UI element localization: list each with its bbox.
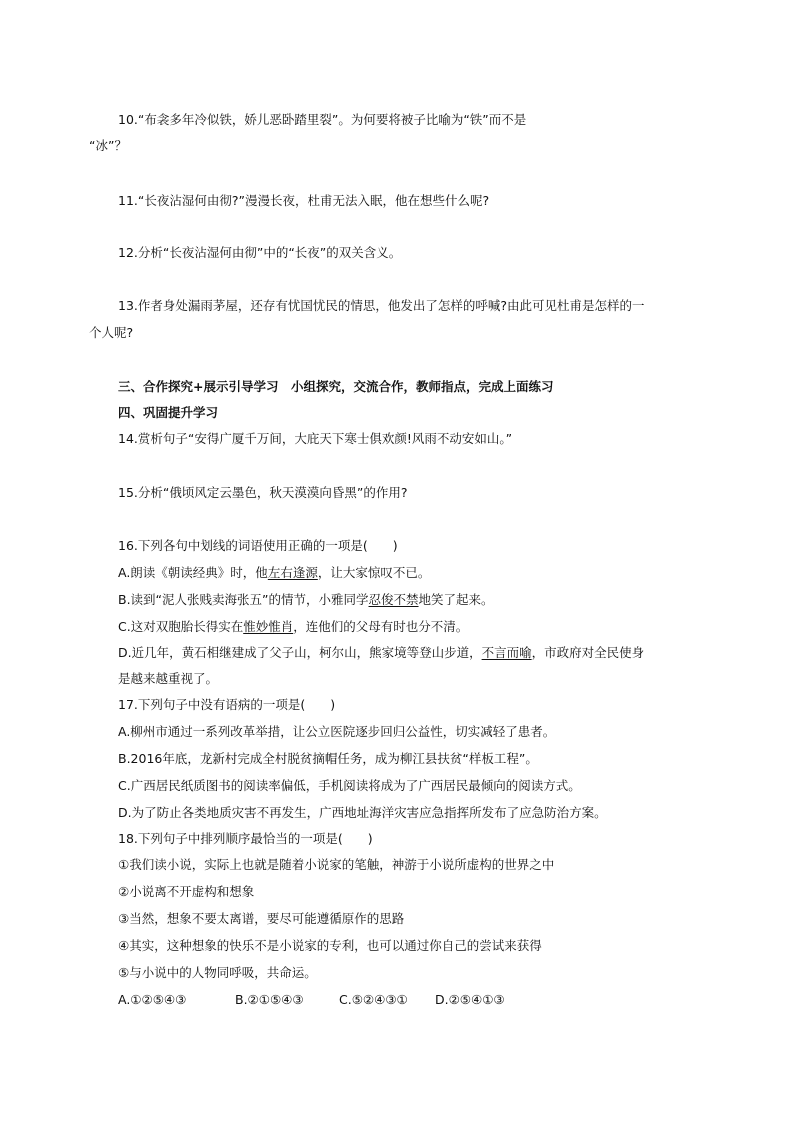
q12: 12.分析“长夜沾湿何由彻”中的“长夜”的双关含义。 <box>118 245 402 260</box>
q18-item-1: ①我们读小说，实际上也就是随着小说家的笔触，神游于小说所虚构的世界之中 <box>118 857 555 872</box>
q16-option-a: A.朗读《朝读经典》时，他左右逢源，让大家惊叹不已。 <box>118 565 431 580</box>
q16-option-b: B.读到“泥人张贱卖海张五”的情节，小雅同学忍俊不禁地笑了起来。 <box>118 592 494 607</box>
q14: 14.赏析句子“安得广厦千万间，大庇天下寒士俱欢颜!风雨不动安如山。” <box>118 431 513 446</box>
q16-option-d-line2: 是越来越重视了。 <box>118 671 219 686</box>
q17-stem: 17.下列句子中没有语病的一项是( ) <box>118 697 336 712</box>
q17-option-b: B.2016年底，龙新村完成全村脱贫摘帽任务，成为柳江县扶贫“样板工程”。 <box>118 751 538 766</box>
q18-item-5: ⑤与小说中的人物同呼吸，共命运。 <box>118 965 317 980</box>
q18-item-4: ④其实，这种想象的快乐不是小说家的专利，也可以通过你自己的尝试来获得 <box>118 938 542 953</box>
q16-stem: 16.下列各句中划线的词语使用正确的一项是( ) <box>118 538 398 553</box>
q16-option-d: D.近几年，黄石相继建成了父子山，柯尔山，熊家境等登山步道，不言而喻，市政府对全民使身 <box>118 645 645 660</box>
q18-option-c: C.⑤②④③① <box>339 992 408 1007</box>
section3-heading: 三、合作探究+展示引导学习 小组探究，交流合作，教师指点，完成上面练习 <box>118 379 554 394</box>
q18-option-a: A.①②⑤④③ <box>118 992 187 1007</box>
q18-options <box>118 992 505 1008</box>
q18-option-b: B.②①⑤④③ <box>235 992 304 1007</box>
section4-heading: 四、巩固提升学习 <box>118 405 219 420</box>
q18-option-d: D.②⑤④①③ <box>435 992 505 1007</box>
q10-line1: 10.“布衾多年冷似铁，娇儿恶卧踏里裂”。为何要将被子比喻为“铁”而不是 <box>118 112 527 127</box>
q18-item-3: ③当然，想象不要太离谱，要尽可能遵循原作的思路 <box>118 911 405 926</box>
q13-line2: 个人呢? <box>89 325 134 340</box>
q11: 11.“长夜沾湿何由彻?”漫漫长夜，杜甫无法入眠，他在想些什么呢? <box>118 193 490 208</box>
q17-option-c: C.广西居民纸质图书的阅读率偏低，手机阅读将成为了广西居民最倾向的阅读方式。 <box>118 778 581 793</box>
q15: 15.分析“俄顷风定云墨色，秋天漠漠向昏黑”的作用? <box>118 485 408 500</box>
q10-line2: “冰”？ <box>89 138 127 153</box>
q18-stem: 18.下列句子中排列顺序最恰当的一项是( ) <box>118 831 373 846</box>
q13-line1: 13.作者身处漏雨茅屋，还存有忧国忧民的情思，他发出了怎样的呼喊?由此可见杜甫是怎样的一 <box>118 298 645 313</box>
q17-option-a: A.柳州市通过一系列改革举措，让公立医院逐步回归公益性，切实减轻了患者。 <box>118 724 556 739</box>
q16-option-c: C.这对双胞胎长得实在惟妙惟肖，连他们的父母有时也分不清。 <box>118 619 469 634</box>
q18-item-2: ②小说离不开虚构和想象 <box>118 884 255 899</box>
q17-option-d: D.为了防止各类地质灾害不再发生，广西地址海洋灾害应急指挥所发布了应急防治方案。 <box>118 805 607 820</box>
